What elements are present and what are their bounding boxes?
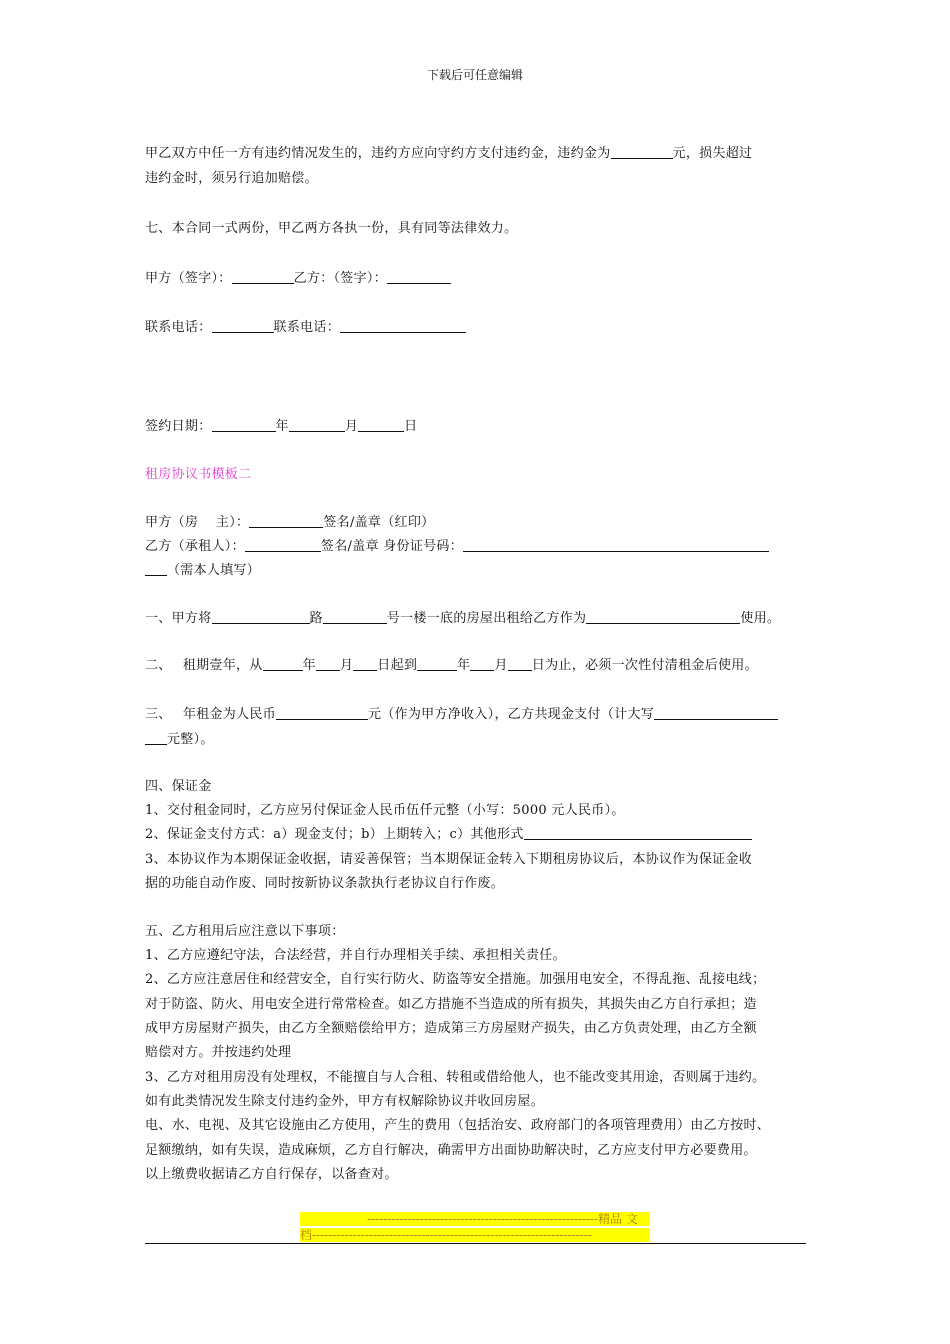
blank-field[interactable] [245, 539, 321, 552]
blank-field[interactable] [212, 611, 310, 624]
blank-field[interactable] [417, 658, 457, 671]
notice-item-2-cont: 成甲方房屋财产损失，由乙方全额赔偿给甲方；造成第三方房屋财产损失，由乙方负责处理，由乙方全额 [145, 1021, 757, 1036]
sign-date-line: 签约日期： 年 月 日 [145, 419, 418, 434]
blank-field[interactable] [340, 320, 466, 333]
deposit-item-2: 2、保证金支付方式：a）现金支付；b）上期转入；c）其他形式 [145, 827, 752, 843]
clause-three-line-2: 元整）。 [145, 732, 214, 748]
penalty-line-1: 甲乙双方中任一方有违约情况发生的，违约方应向守约方支付违约金，违约金为 元，损失超过 [145, 146, 753, 161]
deposit-item-1: 1、交付租金同时，乙方应另付保证金人民币伍仟元整（小写：5000 元人民币）。 [145, 803, 625, 818]
blank-field[interactable] [358, 419, 404, 432]
clause-one: 一、甲方将 路 号一楼一底的房屋出租给乙方作为 使用。 [145, 611, 781, 626]
notice-item-2-cont: 赔偿对方。并按违约处理 [145, 1045, 292, 1060]
deposit-item-3-cont: 据的功能自动作废、同时按新协议条款执行老协议自行作废。 [145, 876, 505, 891]
blank-field[interactable] [586, 611, 740, 624]
clause-seven: 七、本合同一式两份，甲乙两方各执一份，具有同等法律效力。 [145, 221, 518, 236]
blank-field[interactable] [289, 419, 345, 432]
blank-field[interactable] [611, 146, 673, 159]
blank-field[interactable] [145, 732, 167, 745]
id-number-field[interactable] [463, 539, 769, 552]
notice-item-3-cont: 如有此类情况发生除支付违约金外，甲方有权解除协议并收回房屋。 [145, 1094, 545, 1109]
phone-line: 联系电话： 联系电话： [145, 320, 466, 336]
blank-field[interactable] [387, 271, 451, 284]
notice-item-2-cont: 对于防盗、防火、用电安全进行常常检查。如乙方措施不当造成的所有损失，其损失由乙方自行承担；造 [145, 997, 757, 1012]
blank-field[interactable] [145, 563, 167, 576]
clause-two: 二、 租期壹年，从 年 月 日起到 年 月 日为止，必须一次性付清租金后使用。 [145, 658, 758, 673]
blank-field[interactable] [212, 320, 274, 333]
utilities-paragraph-cont: 足额缴纳，如有失误，造成麻烦，乙方自行解决，确需甲方出面协助解决时，乙方应支付甲方必要费用。 [145, 1143, 757, 1158]
footer-watermark-line-2: 档--------------------------------------------------------------------- [300, 1228, 650, 1242]
blank-field[interactable] [524, 827, 752, 840]
blank-field[interactable] [508, 658, 532, 671]
utilities-paragraph-cont: 以上缴费收据请乙方自行保存，以备查对。 [145, 1167, 398, 1182]
deposit-item-3: 3、本协议作为本期保证金收据，请妥善保管；当本期保证金转入下期租房协议后，本协议作为保证金收 [145, 852, 753, 867]
notice-title: 五、乙方租用后应注意以下事项： [145, 924, 345, 939]
clause-three: 三、 年租金为人民币 元（作为甲方净收入），乙方共现金支付（计大写 [145, 707, 778, 723]
blank-field[interactable] [232, 271, 294, 284]
footer-divider [145, 1243, 806, 1244]
blank-field[interactable] [323, 611, 387, 624]
notice-item-1: 1、乙方应遵纪守法，合法经营，并自行办理相关手续、承担相关责任。 [145, 948, 566, 963]
page-header: 下载后可任意编辑 [426, 68, 523, 82]
blank-field[interactable] [316, 658, 340, 671]
notice-item-2: 2、乙方应注意居住和经营安全，自行实行防火、防盗等安全措施。加强用电安全，不得乱拖、乱接电线； [145, 972, 766, 987]
signature-line: 甲方（签字）： 乙方：（签字）： [145, 271, 451, 287]
template-title: 租房协议书模板二 [145, 467, 252, 482]
blank-field[interactable] [470, 658, 494, 671]
deposit-title: 四、保证金 [145, 779, 212, 794]
party-b-line: 乙方（承租人）： 签名/盖章 身份证号码： [145, 539, 769, 555]
blank-field[interactable] [353, 658, 377, 671]
blank-field[interactable] [249, 515, 323, 528]
notice-item-3: 3、乙方对租用房没有处理权，不能擅自与人合租、转租或借给他人，也不能改变其用途，否则属于违约。 [145, 1070, 766, 1085]
blank-field[interactable] [212, 419, 276, 432]
party-b-line-2: （需本人填写） [145, 563, 260, 579]
party-a-line: 甲方（房 主）： 签名/盖章（红印） [145, 515, 435, 530]
blank-field[interactable] [263, 658, 303, 671]
blank-field[interactable] [276, 707, 368, 720]
penalty-line-2: 违约金时，须另行追加赔偿。 [145, 171, 318, 186]
blank-field[interactable] [654, 707, 778, 720]
utilities-paragraph: 电、水、电视、及其它设施由乙方使用，产生的费用（包括治安、政府部门的各项管理费用）由乙方按时、 [145, 1118, 771, 1133]
footer-watermark-line-1: ---------------------------------------------------------精品 文 [300, 1212, 650, 1226]
